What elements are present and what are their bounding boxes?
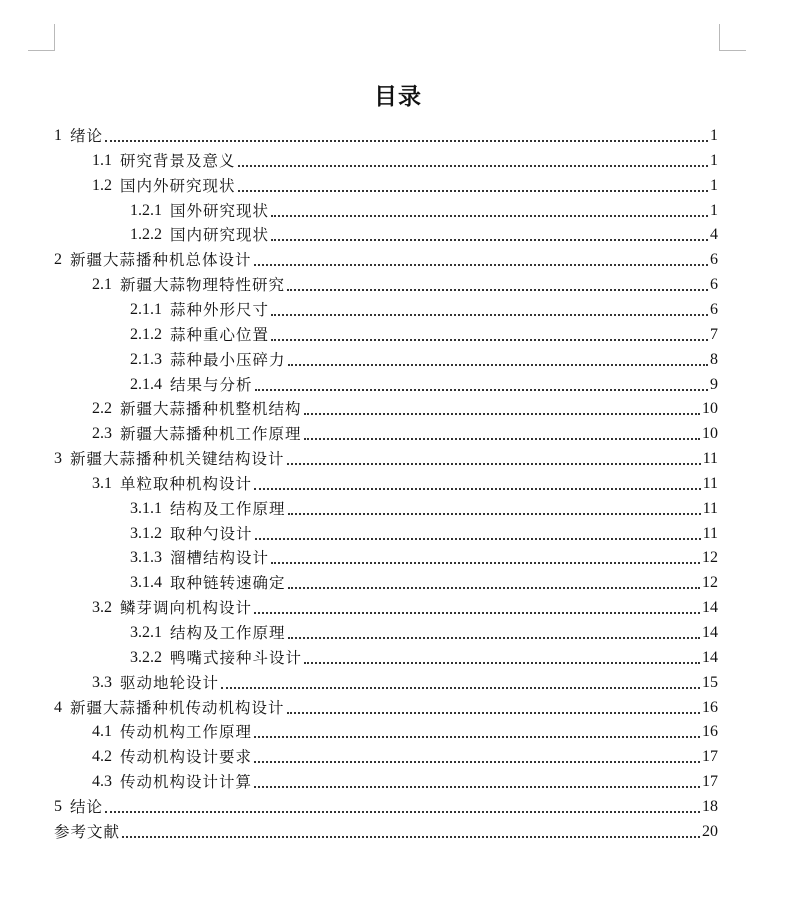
toc-dot-leader: [105, 810, 700, 813]
toc-entry-number: 3.2.1: [130, 624, 162, 641]
toc-entry-label: 新疆大蒜播种机传动机构设计: [70, 698, 285, 717]
toc-entry-page-number: 1: [710, 176, 718, 194]
toc-dot-leader: [288, 512, 701, 515]
toc-entry[interactable]: [130, 196, 718, 221]
toc-entry-number: 3.1.2: [130, 524, 162, 542]
toc-entry-number: 2.1.3: [130, 350, 162, 368]
toc-entry-number: 2.3: [92, 425, 112, 443]
toc-entry-page-number: 15: [702, 673, 718, 691]
toc-dot-leader: [271, 561, 700, 564]
toc-entry[interactable]: [54, 245, 718, 270]
toc-entry[interactable]: [92, 419, 718, 444]
toc-entry-label: 取种链转速确定: [170, 574, 286, 593]
toc-entry[interactable]: [92, 469, 718, 494]
toc-entry-label: 鸭嘴式接种斗设计: [170, 648, 303, 667]
toc-dot-leader: [271, 313, 708, 316]
toc-entry-label: 蒜种重心位置: [170, 325, 270, 344]
toc-entry-label: 蒜种外形尺寸: [170, 300, 270, 319]
toc-entry-page-number: 10: [702, 400, 718, 418]
toc-entry-number: 1.1: [92, 151, 112, 169]
toc-entry-page-number: 6: [710, 300, 718, 318]
toc-entry-number: 3.1.1: [130, 499, 162, 517]
toc-dot-leader: [304, 661, 700, 664]
page-corner-mark-top-left: [28, 24, 55, 51]
toc-entry[interactable]: [54, 444, 718, 469]
toc-entry-number: 1.2.1: [130, 201, 162, 219]
toc-entry-label: 传动机构设计要求: [120, 748, 253, 767]
toc-entry-label: 国内研究现状: [170, 226, 270, 245]
toc-entry[interactable]: [130, 543, 718, 568]
toc-entry-page-number: 17: [702, 773, 718, 791]
toc-entry[interactable]: [54, 817, 718, 842]
toc-entry-page-number: 1: [710, 127, 718, 144]
toc-entry-page-number: 12: [702, 549, 718, 567]
toc-entry-label: 新疆大蒜物理特性研究: [120, 276, 286, 295]
toc-dot-leader: [288, 363, 708, 366]
toc-entry-label: 新疆大蒜播种机总体设计: [70, 251, 252, 270]
toc-entry-page-number: 8: [710, 350, 718, 368]
toc-dot-leader: [254, 760, 700, 763]
toc-entry[interactable]: [130, 494, 718, 519]
toc-entry[interactable]: [130, 345, 718, 370]
toc-dot-leader: [238, 164, 708, 167]
toc-entry[interactable]: [130, 618, 718, 643]
toc-dot-leader: [254, 611, 700, 614]
toc-entry-number: 1.2.2: [130, 226, 162, 244]
toc-entry[interactable]: [130, 568, 718, 593]
toc-entry-page-number: 11: [702, 499, 718, 517]
toc-entry[interactable]: [92, 742, 718, 767]
toc-entry-page-number: 6: [710, 276, 718, 294]
toc-dot-leader: [271, 338, 708, 341]
toc-entry[interactable]: [130, 320, 718, 345]
toc-dot-leader: [287, 711, 700, 714]
toc-entry-number: 3.1: [92, 474, 112, 492]
toc-entry-number: 2.1: [92, 276, 112, 294]
toc-entry[interactable]: [92, 717, 718, 742]
toc-entry-label: 取种勺设计: [170, 524, 253, 543]
toc-entry-page-number: 4: [710, 226, 718, 244]
toc-entry-number: 4: [54, 698, 62, 716]
toc-entry-number: 1: [54, 127, 62, 144]
toc-entry-page-number: 11: [702, 450, 718, 468]
toc-entry[interactable]: [130, 220, 718, 245]
toc-dot-leader: [122, 835, 700, 838]
toc-entry-label: 研究背景及意义: [120, 151, 236, 170]
toc-entry[interactable]: [54, 792, 718, 817]
toc-entry[interactable]: [92, 593, 718, 618]
toc-entry-number: 3: [54, 450, 62, 468]
toc-entry[interactable]: [92, 767, 718, 792]
toc-entry-number: 1.2: [92, 176, 112, 194]
toc-entry-number: 4.1: [92, 723, 112, 741]
toc-entry-page-number: 17: [702, 748, 718, 766]
toc-dot-leader: [254, 735, 700, 738]
toc-entry-number: 2.1.1: [130, 300, 162, 318]
toc-entry-page-number: 11: [702, 474, 718, 492]
toc-entry[interactable]: [130, 519, 718, 544]
toc-entry-label: 国外研究现状: [170, 201, 270, 220]
toc-entry[interactable]: [130, 370, 718, 395]
toc-entry-label: 结果与分析: [170, 375, 253, 394]
toc-entry-number: 3.2.2: [130, 648, 162, 666]
toc-dot-leader: [271, 214, 708, 217]
toc-entry-page-number: 20: [702, 822, 718, 840]
toc-entry-label: 鳞芽调向机构设计: [120, 599, 253, 618]
toc-dot-leader: [255, 537, 701, 540]
toc-entry-page-number: 11: [702, 524, 718, 542]
toc-entry[interactable]: [130, 295, 718, 320]
toc-entry-label: 结构及工作原理: [170, 499, 286, 518]
toc-dot-leader: [238, 189, 708, 192]
toc-entry[interactable]: [54, 693, 718, 718]
toc-entry-page-number: 1: [710, 151, 718, 169]
toc-entry-label: 蒜种最小压碎力: [170, 350, 286, 369]
toc-entry-number: 4.2: [92, 748, 112, 766]
toc-entry-page-number: 16: [702, 723, 718, 741]
toc-dot-leader: [221, 686, 700, 689]
toc-entry[interactable]: [54, 121, 718, 146]
toc-entry-page-number: 12: [702, 574, 718, 592]
page-corner-mark-top-right: [719, 24, 746, 51]
toc-entry-label: 国内外研究现状: [120, 176, 236, 195]
toc-entry-number: 3.3: [92, 673, 112, 691]
toc-entry-page-number: 9: [710, 375, 718, 393]
toc-entry-label: 新疆大蒜播种机关键结构设计: [70, 450, 285, 469]
toc-entry-number: 5: [54, 797, 62, 815]
toc-entry-label: 传动机构工作原理: [120, 723, 253, 742]
toc-entry-label: 参考文献: [54, 822, 121, 841]
toc-entry-label: 传动机构设计计算: [120, 773, 253, 792]
toc-entry[interactable]: [92, 171, 718, 196]
toc-dot-leader: [105, 139, 708, 142]
toc-entry-label: 绪论: [70, 127, 104, 145]
toc-dot-leader: [287, 288, 708, 291]
toc-entry-number: 3.1.3: [130, 549, 162, 567]
toc-entry[interactable]: [130, 643, 718, 668]
toc-dot-leader: [255, 388, 708, 391]
toc-entry-number: 2.1.2: [130, 325, 162, 343]
toc-entry-page-number: 14: [702, 624, 718, 641]
toc-entry-label: 单粒取种机构设计: [120, 474, 253, 493]
toc-entry-label: 驱动地轮设计: [120, 673, 220, 692]
toc-entry-page-number: 7: [710, 325, 718, 343]
toc-dot-leader: [288, 636, 700, 639]
toc-entry-label: 结论: [70, 797, 104, 816]
toc-entry-page-number: 14: [702, 599, 718, 617]
toc-entry[interactable]: [92, 668, 718, 693]
toc-entry-label: 新疆大蒜播种机整机结构: [120, 400, 302, 419]
toc-entry-page-number: 1: [710, 201, 718, 219]
toc-entry-page-number: 10: [702, 425, 718, 443]
toc-dot-leader: [304, 437, 700, 440]
toc-entry-number: 2.1.4: [130, 375, 162, 393]
toc-entry-number: 2: [54, 251, 62, 269]
toc-entry-label: 结构及工作原理: [170, 624, 286, 642]
toc-entry[interactable]: [92, 394, 718, 419]
toc-entry[interactable]: [92, 270, 718, 295]
toc-entry-page-number: 14: [702, 648, 718, 666]
toc-dot-leader: [254, 263, 708, 266]
toc-entry-label: 新疆大蒜播种机工作原理: [120, 425, 302, 444]
toc-title: 目录: [374, 84, 422, 110]
toc-dot-leader: [271, 238, 708, 241]
toc-entry-number: 3.1.4: [130, 574, 162, 592]
toc-dot-leader: [254, 487, 701, 490]
toc-dot-leader: [288, 586, 700, 589]
toc-entry-page-number: 16: [702, 698, 718, 716]
toc-entry-number: 3.2: [92, 599, 112, 617]
toc-entry-page-number: 6: [710, 251, 718, 269]
toc-dot-leader: [304, 412, 700, 415]
toc-entry-number: 4.3: [92, 773, 112, 791]
toc-dot-leader: [287, 462, 701, 465]
toc-entry[interactable]: [92, 146, 718, 171]
toc-dot-leader: [254, 785, 700, 788]
toc-entry-label: 溜槽结构设计: [170, 549, 270, 568]
toc-entry-number: 2.2: [92, 400, 112, 418]
toc-entry-page-number: 18: [702, 797, 718, 815]
